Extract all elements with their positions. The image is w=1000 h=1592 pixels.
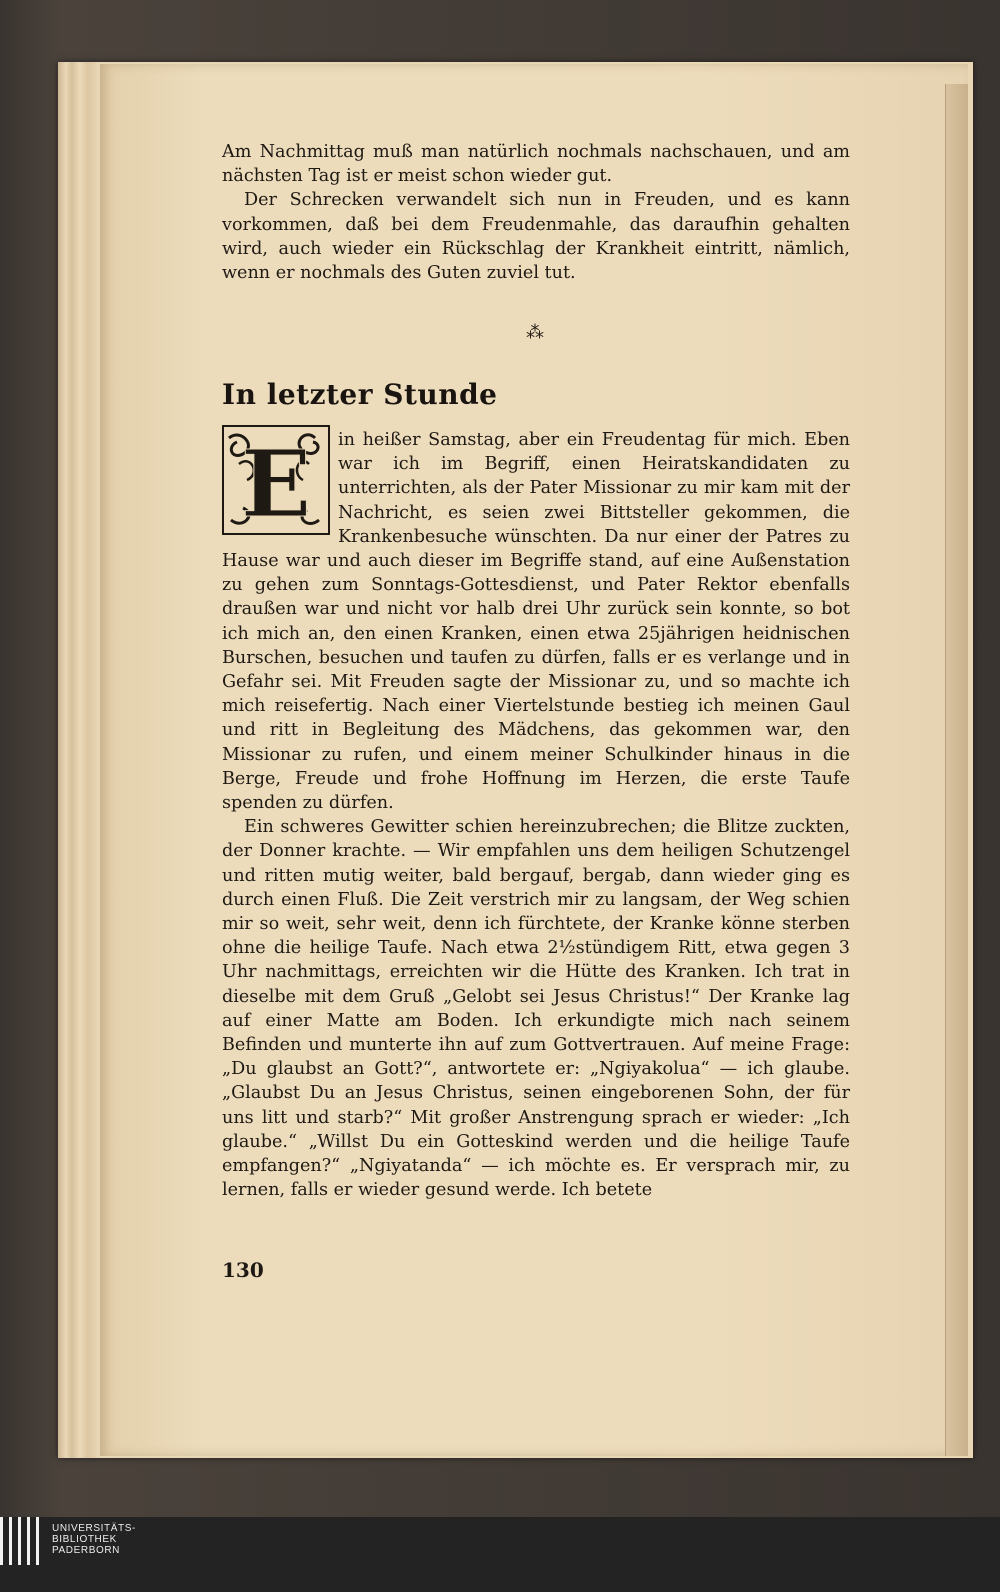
body-paragraph-2: Ein schweres Gewitter schien hereinzubrechen; die Blitze zuckten, der Donner krachte. — Wir empfahlen uns dem heiligen Schutzengel und ritten mutig weiter, bald bergauf, bergab, dann wieder ging es durch einen Fluß. Die Zeit verstrich mir zu langsam, der Weg schien mir so weit, sehr weit, denn ich fürchtete, der Kranke könne sterben ohne die heilige Taufe. Nach etwa 2½stündigem Ritt, etwa gegen 3 Uhr nachmittags, erreichten wir die Hütte des Kranken. Ich trat in dieselbe mit dem Gruß „Gelobt sei Jesus Christus!“ Der Kranke lag auf einer Matte am Boden. Ich erkundigte mich nach seinem Befinden und munterte ihn auf zum Gottvertrauen. Auf meine Frage: „Du glaubst an Gott?“, antwortete er: „Ngiyakolua“ — ich glaube. „Glaubst Du an Jesus Christus, seinen eingeborenen Sohn, der für uns litt und starb?“ Mit großer Anstrengung sprach er wieder: „Ich glaube.“ „Willst Du ein Gotteskind werden und die heilige Taufe empfangen?“ „Ngiyatanda“ — ich möchte es. Er versprach mir, zu lernen, falls er wieder gesund werde. Ich betete <box>222 817 850 1201</box>
drop-cap-letter: E <box>240 430 312 536</box>
logo-line-3: PADERBORN <box>52 1545 121 1556</box>
library-logo-text <box>52 1523 136 1556</box>
page-number: 130 <box>222 1258 264 1282</box>
opening-paragraph-1: Am Nachmittag muß man natürlich nochmals nachschauen, und am nächsten Tag ist er meist schon wieder gut. <box>222 142 850 187</box>
logo-line-1: UNIVERSITÄTS- <box>52 1523 136 1534</box>
drop-cap-spacer <box>222 428 338 546</box>
section-ornament: ⁂ <box>526 322 544 343</box>
opening-text <box>222 140 850 285</box>
library-logo-icon <box>0 1517 39 1565</box>
body-paragraph-1: in heißer Samstag, aber ein Freudentag für mich. Eben war ich im Begriff, einen Heiratskandidaten zu unterrichten, als der Pater Missionar zu mir kam mit der Nachricht, es seien zwei Bittsteller gekommen, die Krankenbesuche wünschten. Da nur einer der Patres zu Hause war und auch dieser im Begriffe stand, auf eine Außenstation zu gehen zum Sonntags-Gottesdienst, und Pater Rektor ebenfalls draußen war und nicht vor halb drei Uhr zurück sein konnte, so bot ich mich an, den einen Kranken, einen etwa 25jährigen heidnischen Burschen, besuchen und taufen zu dürfen, falls er es verlange und in Gefahr sei. Mit Freuden sagte der Missionar zu, und so machte ich mich reisefertig. Nach einer Viertelstunde bestieg ich meinen Gaul und ritt in Begleitung des Mädchens, das gekommen war, den Missionar zu rufen, und einem meiner Schulkinder hinaus in die Berge, Freude und frohe Hoffnung im Herzen, die erste Taufe spenden zu dürfen. <box>222 430 850 814</box>
chapter-heading: In letzter Stunde <box>222 378 498 411</box>
chapter-body <box>222 428 850 1203</box>
logo-line-2: BIBLIOTHEK <box>52 1534 117 1545</box>
library-footer <box>0 1517 1000 1592</box>
opening-paragraph-2: Der Schrecken verwandelt sich nun in Freuden, und es kann vorkommen, daß bei dem Freudenmahle, das daraufhin gehalten wird, auch wieder ein Rückschlag der Krankheit eintritt, nämlich, wenn er nochmals des Guten zuviel tut. <box>222 190 850 284</box>
